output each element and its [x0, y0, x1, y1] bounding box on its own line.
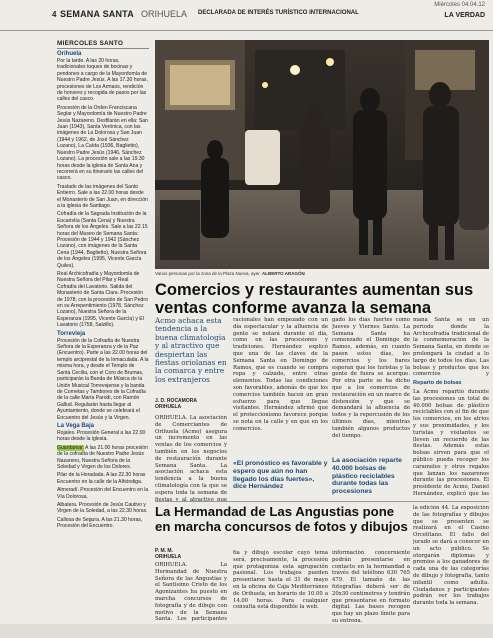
page-footer: [0, 624, 493, 638]
second-byline: [155, 548, 181, 560]
article2-column-2: fía y dibujo escolar cuyo tema será, precisamente, la procesión que protagoniza esta agrupación pasional. Los trabajos pueden presentarse hasta el 31 de mayo en la oficina de Caja Mediterráneo de Orihuela, en horario de 10.00 a 14.00 horas. Para cualquier consulta está disponible la web.: [233, 550, 328, 611]
schedule-entry: Pilar de la Horadada. A las 22.30 horas Encuentro en la calle de la Alhóndiga.: [57, 472, 146, 485]
article-byline: [155, 398, 227, 410]
issue-date: Miércoles 04.04.12: [434, 2, 485, 8]
article-column-4: mana Santa se en un periodo donde la Archicofradía tradicional de la conmemoración de la Semana Santa, en donde se prolongará la ciudad a lo largo de todos los días. Las bolsas y productos que los comercios y: [413, 317, 489, 377]
schedule-entry-text: A las 21.00 horas procesión de la cofradía de Nuestro Padre Jesús Nazareno, Nuestra Señora de la Soledad y Virgen de los Dolores.: [57, 444, 148, 470]
caption-text: Varios personas por la zona de la Plaza Nueva, ayer.: [155, 271, 261, 276]
declaration-text: DECLARADA DE INTERÉS TURÍSTICO INTERNACIONAL: [198, 10, 359, 16]
article-subhead: La asociación reparte 40.000 bolsas de plástico reciclables durante todas las procesiones: [332, 457, 402, 496]
photo-caption: [155, 271, 489, 276]
schedule-entry: Traslado de las imágenes del Santo Entierro. Sale a las 22.00 horas desde el Monasterio de San Juan, en dirección a la iglesia de Santiago.: [57, 183, 148, 209]
article-column-5: La Acmo repartió durante las procesiones un total de 40.000 bolsas de plástico reciclables con el fin de que los comercios, en los atrios y sus proximidades, y los turistas y visitantes se lleven un recuerdo de las fiestas. Además estas bolsas sirven para que el público pueda recoger los caramelos y otros regalos que lanzan los nazarenos durante las procesiones. El presidente de Acmo, Daniel Hernández, explicó que las: [413, 389, 489, 497]
main-headline: Comercios y restaurantes aumentan sus ventas conforme avanza la semana: [155, 281, 474, 317]
schedule-entry: Procesión de la Cofradía de Nuestra Señora de la Esperanza y de la Paz (Encuentro). Parte a las 22.00 horas del templo arciprestal de la Inmaculada. A la misma hora, y desde el Templo de Santa Cecilia, con el Coro de Brumas, participarán la Banda de Música de la Unión Musical Torrevejense y la banda de Cornetas y Tambores de la Cofradía de la calle María Parodi, con Ramón Gallud. Regularán hasta llegar al Ayuntamiento, donde se celebrará el Encuentro del Jesús y la Virgen.: [57, 337, 149, 421]
section-title: SEMANA SANTA: [60, 9, 134, 19]
byline-author: P. M. M.: [155, 548, 173, 554]
schedule-entry: Callosa de Segura. A las 21.30 horas, Procesión del Encuentro.: [57, 516, 143, 530]
street-photo: [155, 40, 489, 269]
article-column-3: gado los días fuertes como Jueves y Viernes Santo. La Semana Santa ha comenzado el Domingo de Ramos, además, en cuanto pasen estos días, los comercios y los bares esperan que los turistas y la gente de fuera se acerque. Por otra parte se ha dicho que a los comercios de restauración en un marco de distensión y que se demandará la afluencia de todos y la repercusión de los últimos días, mientras también algunos productos del tiempo.: [332, 317, 410, 439]
byline-author: J. D. ROCAMORA: [155, 398, 197, 404]
sidebar-city-torrevieja: Torrevieja: [57, 330, 86, 337]
article-column-1: ORIHUELA. La asociación de Comerciantes de Orihuela (Acmo) asegura un incremento en las ventas de los comercios y también en los negocios de restauración durante Semana Santa. La asociación achaca esta tendencia a la buena climatología con la que se espera toda la semana de fiestas y al atractivo que: [155, 415, 227, 501]
sidebar-city-orihuela: Orihuela: [57, 51, 82, 57]
schedule-entry: Real Archicofradía y Mayordomía de Nuestra Señora del Pilar y Real Cofradía del Lavatorio. Salida del Monasterio de Santa Clara. Procesión de 1978, con la procesión de San Pedro en su Arrepentimiento (1978, Sánchez Lozano), Nuestra Señora de la Esperanza (1995, Vicente García) y El Lavatorio (1758, Salzillo).: [57, 271, 148, 329]
schedule-entry: Albatera. Procesión de Jesús Cautivo y Virgen de la Soledad, a las 22.30 horas.: [57, 502, 148, 515]
second-headline: La Hermandad de Las Angustias pone en marcha concursos de fotos y dibujos: [155, 504, 408, 534]
article-column-2: racionales han empezado con un día espectacular y la afluencia de gente se notará durante el día, como en las procesiones y tradiciones. Hernández explicó que una de las claves de la Semana Santa en Domingo de Ramos, que es cuando se compra ropa y calzado, entre otras elementos. Todas las condiciones son favorables, además de que los comercios también hacen un gran esfuerzo para que llegue visitantes. Hernández afirmó que el proteccionismo favorece porque se nota en la calle y en que en los comercios.: [233, 317, 328, 432]
byline-place: ORIHUELA: [155, 404, 182, 410]
schedule-entry: Por la tarde. A las 20 horas, tradicionales toques de bocinas y pendones a cargo de la Mayordomía de Nuestro Padre Jesús. A las 17.30 horas, procesiones de Los Armaos, rendición de honores y recogida de pasos por las calles del casco.: [57, 58, 148, 103]
schedule-entry: Almoradí. Procesión del Encuentro en la Vía Dolorosa.: [57, 487, 149, 500]
byline-place: ORIHUELA: [155, 554, 182, 560]
article-lead: Acmo achaca esta tendencia a la buena climatología y al atractivo que despiertan las fiestas oriolanas en la comarca y entre los extranjeros: [155, 316, 227, 384]
pull-quote: «El pronóstico es favorable y espero que aún no han llegado los días fuertes», dice Hernández: [233, 460, 328, 491]
schedule-entry: [57, 445, 149, 471]
schedule-sidebar: [57, 40, 149, 630]
page-header: [0, 0, 493, 31]
article2-column-1: ORIHUELA. La Hermandad de Nuestra Señora de las Angustias y el Santísimo Cristo de los Agonizantes ha puesto en marcha concursos de fotografía y de dibujo con motivo de la Semana Santa. Los participantes: [155, 562, 227, 622]
schedule-entry: Procesión de la Orden Franciscana Seglar y Mayordomía de Nuestro Padre Jesús Nazareno. Desfilarán en ella: San Juan (1943), Santa Verónica, con las imágenes de La Dolorosa y San Juan (1944 y 1962, de José Sánchez Lozano), La Caída (1936, Baglietto), Nuestro Padre Jesús (1946, Sánchez Lozano). La procesión sale a las 19.30 horas desde la iglesia de Santa Ana y recorrerá en su itinerario las calles del casco.: [57, 104, 148, 182]
article2-column-4: la edición 44. La exposición de las fotografías y dibujos que se presenten se realizará en el Casino Orcelitano. El fallo del jurado se dará a conocer en un acto público. Se otorgarán diplomas y premios a los ganadores de cada una de las categorías de dibujo y fotografía, tanto infantil como adulta. Ciudadanos y participantes podrán ver los trabajos durante toda la semana.: [413, 505, 489, 607]
schedule-entry: Cofradía de la Sagrada Institución de la Eucaristía (Santa Cena) y Nuestra Señora de los Ángeles. Sale a las 22.15 horas del Museo de Semana Santa: Procesión de 1944 y 1942 (Sánchez Lozano), con imágenes de la Santa Cena (1944, Baglietto), Nuestra Señora de los Ángeles (1995, Vicente García Quiles).: [57, 211, 148, 269]
town-name: ORIHUELA: [141, 9, 188, 19]
sidebar-city-vegabaja: La Vega Baja: [57, 422, 95, 429]
section-subheading: Reparto de bolsas: [413, 380, 462, 386]
highlighted-town: Guardamar.: [57, 444, 84, 451]
divider-rule: [155, 501, 489, 502]
page-number: 4: [52, 10, 57, 19]
article2-column-3: información concerniente podrán presentarse en contacto en la hermandad a través del teléfono 630 765 479. El tamaño de las fotografías deberá ser de 20x30 centímetros y tendrán que presentarse en formato digital. Las bases recogen que hay un plazo límite para su entrega.: [332, 550, 410, 622]
sidebar-heading: MIÉRCOLES SANTO: [57, 40, 149, 49]
newspaper-brand: LA VERDAD: [444, 12, 485, 19]
schedule-entry: Rojales. Procesión General a las 22.00 horas desde la iglesia.: [57, 429, 146, 443]
photo-credit: ALBERTO ARAGÓN: [262, 271, 305, 276]
